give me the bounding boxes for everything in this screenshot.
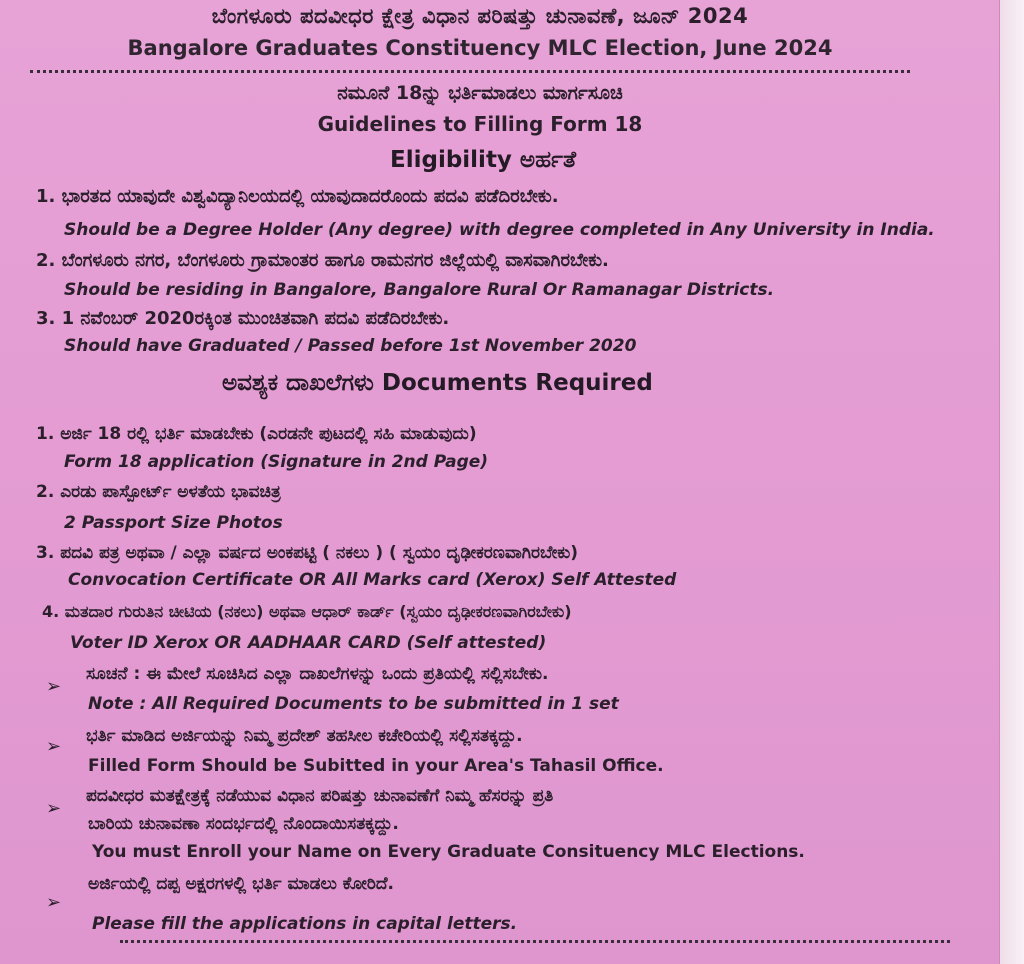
documents-heading: ಅವಶ್ಯಕ ದಾಖಲೆಗಳು Documents Required	[222, 370, 653, 396]
english-subtitle: Guidelines to Filling Form 18	[317, 112, 643, 136]
note-4-kn: ಅರ್ಜಿಯಲ್ಲಿ ದಪ್ಪ ಅಕ್ಷರಗಳಲ್ಲಿ ಭರ್ತಿ ಮಾಡಲು ಕೋರಿದೆ.	[88, 874, 394, 894]
eligibility-item-1-kn: 1. ಭಾರತದ ಯಾವುದೇ ವಿಶ್ವವಿದ್ಯಾನಿಲಯದಲ್ಲಿ ಯಾವುದಾದರೊಂದು ಪದವಿ ಪಡೆದಿರಬೇಕು.	[36, 186, 559, 207]
document-item-2-en: 2 Passport Size Photos	[64, 513, 283, 533]
eligibility-heading: Eligibility ಅರ್ಹತೆ	[390, 147, 577, 173]
adjacent-page-edge	[999, 0, 1024, 964]
kannada-title: ಬೆಂಗಳೂರು ಪದವೀಧರ ಕ್ಷೇತ್ರ ವಿಧಾನ ಪರಿಷತ್ತು ಚುನಾವಣೆ, ಜೂನ್ 2024	[211, 4, 749, 28]
note-3-en: You must Enroll your Name on Every Graduate Consituency MLC Elections.	[92, 842, 805, 862]
note-2-kn: ಭರ್ತಿ ಮಾಡಿದ ಅರ್ಜಿಯನ್ನು ನಿಮ್ಮ ಪ್ರದೇಶ್ ತಹಸೀಲ ಕಚೇರಿಯಲ್ಲಿ ಸಲ್ಲಿಸತಕ್ಕದ್ದು.	[86, 726, 523, 746]
bullet-arrow-icon: ➢	[46, 892, 62, 913]
document-item-2-kn: 2. ಎರಡು ಪಾಸ್ಪೋರ್ಟ್ ಅಳತೆಯ ಭಾವಚಿತ್ರ	[36, 482, 281, 502]
kannada-subtitle: ನಮೂನೆ 18ನ್ನು ಭರ್ತಿಮಾಡಲು ಮಾರ್ಗಸೂಚಿ	[337, 82, 623, 104]
divider-top	[30, 70, 910, 73]
document-item-1-en: Form 18 application (Signature in 2nd Page)	[64, 452, 489, 472]
document-item-3-kn: 3. ಪದವಿ ಪತ್ರ ಅಥವಾ / ಎಲ್ಲಾ ವರ್ಷದ ಅಂಕಪಟ್ಟಿ ( ನಕಲು ) ( ಸ್ವಯಂ ದೃಢೀಕರಣವಾಗಿರಬೇಕು)	[36, 543, 579, 563]
eligibility-item-2-en: Should be residing in Bangalore, Bangalore Rural Or Ramanagar Districts.	[64, 280, 775, 300]
eligibility-item-2-kn: 2. ಬೆಂಗಳೂರು ನಗರ, ಬೆಂಗಳೂರು ಗ್ರಾಮಾಂತರ ಹಾಗೂ ರಾಮನಗರ ಜಿಲ್ಲೆಯಲ್ಲಿ ವಾಸವಾಗಿರಬೇಕು.	[36, 250, 609, 271]
note-4-en: Please fill the applications in capital letters.	[92, 914, 518, 934]
bullet-arrow-icon: ➢	[46, 736, 62, 757]
bullet-arrow-icon: ➢	[46, 798, 62, 819]
eligibility-item-1-en: Should be a Degree Holder (Any degree) with degree completed in Any University in India.	[64, 220, 935, 240]
document-item-1-kn: 1. ಅರ್ಜಿ 18 ರಲ್ಲಿ ಭರ್ತಿ ಮಾಡಬೇಕು (ಎರಡನೇ ಪುಟದಲ್ಲಿ ಸಹಿ ಮಾಡುವುದು)	[36, 424, 477, 444]
divider-bottom	[120, 940, 950, 943]
note-1-kn: ಸೂಚನೆ : ಈ ಮೇಲೆ ಸೂಚಿಸಿದ ಎಲ್ಲಾ ದಾಖಲೆಗಳನ್ನು ಒಂದು ಪ್ರತಿಯಲ್ಲಿ ಸಲ್ಲಿಸಬೇಕು.	[86, 664, 549, 684]
bullet-arrow-icon: ➢	[46, 676, 62, 697]
note-3-kn-continued: ಬಾರಿಯ ಚುನಾವಣಾ ಸಂದರ್ಭದಲ್ಲಿ ನೊಂದಾಯಿಸತಕ್ಕದ್ದು.	[88, 814, 399, 834]
note-1-en: Note : All Required Documents to be submitted in 1 set	[88, 694, 619, 714]
note-3-kn: ಪದವೀಧರ ಮತಕ್ಷೇತ್ರಕ್ಕೆ ನಡೆಯುವ ವಿಧಾನ ಪರಿಷತ್ತು ಚುನಾವಣೆಗೆ ನಿಮ್ಮ ಹೆಸರನ್ನು ಪ್ರತಿ	[86, 786, 554, 806]
english-title: Bangalore Graduates Constituency MLC Election, June 2024	[127, 36, 833, 60]
note-2-en: Filled Form Should be Subitted in your Area's Tahasil Office.	[88, 756, 664, 776]
document-item-4-en: Voter ID Xerox OR AADHAAR CARD (Self attested)	[70, 633, 547, 653]
eligibility-item-3-kn: 3. 1 ನವೆಂಬರ್ 2020ರಕ್ಕಿಂತ ಮುಂಚಿತವಾಗಿ ಪದವಿ ಪಡೆದಿರಬೇಕು.	[36, 308, 450, 329]
document-item-3-en: Convocation Certificate OR All Marks card (Xerox) Self Attested	[68, 570, 677, 590]
document-item-4-kn: 4. ಮತದಾರ ಗುರುತಿನ ಚೀಟಿಯ (ನಕಲು) ಅಥವಾ ಆಧಾರ್ ಕಾರ್ಡ್ (ಸ್ವಯಂ ದೃಢೀಕರಣವಾಗಿರಬೇಕು)	[42, 602, 572, 621]
eligibility-item-3-en: Should have Graduated / Passed before 1st November 2020	[64, 336, 637, 356]
